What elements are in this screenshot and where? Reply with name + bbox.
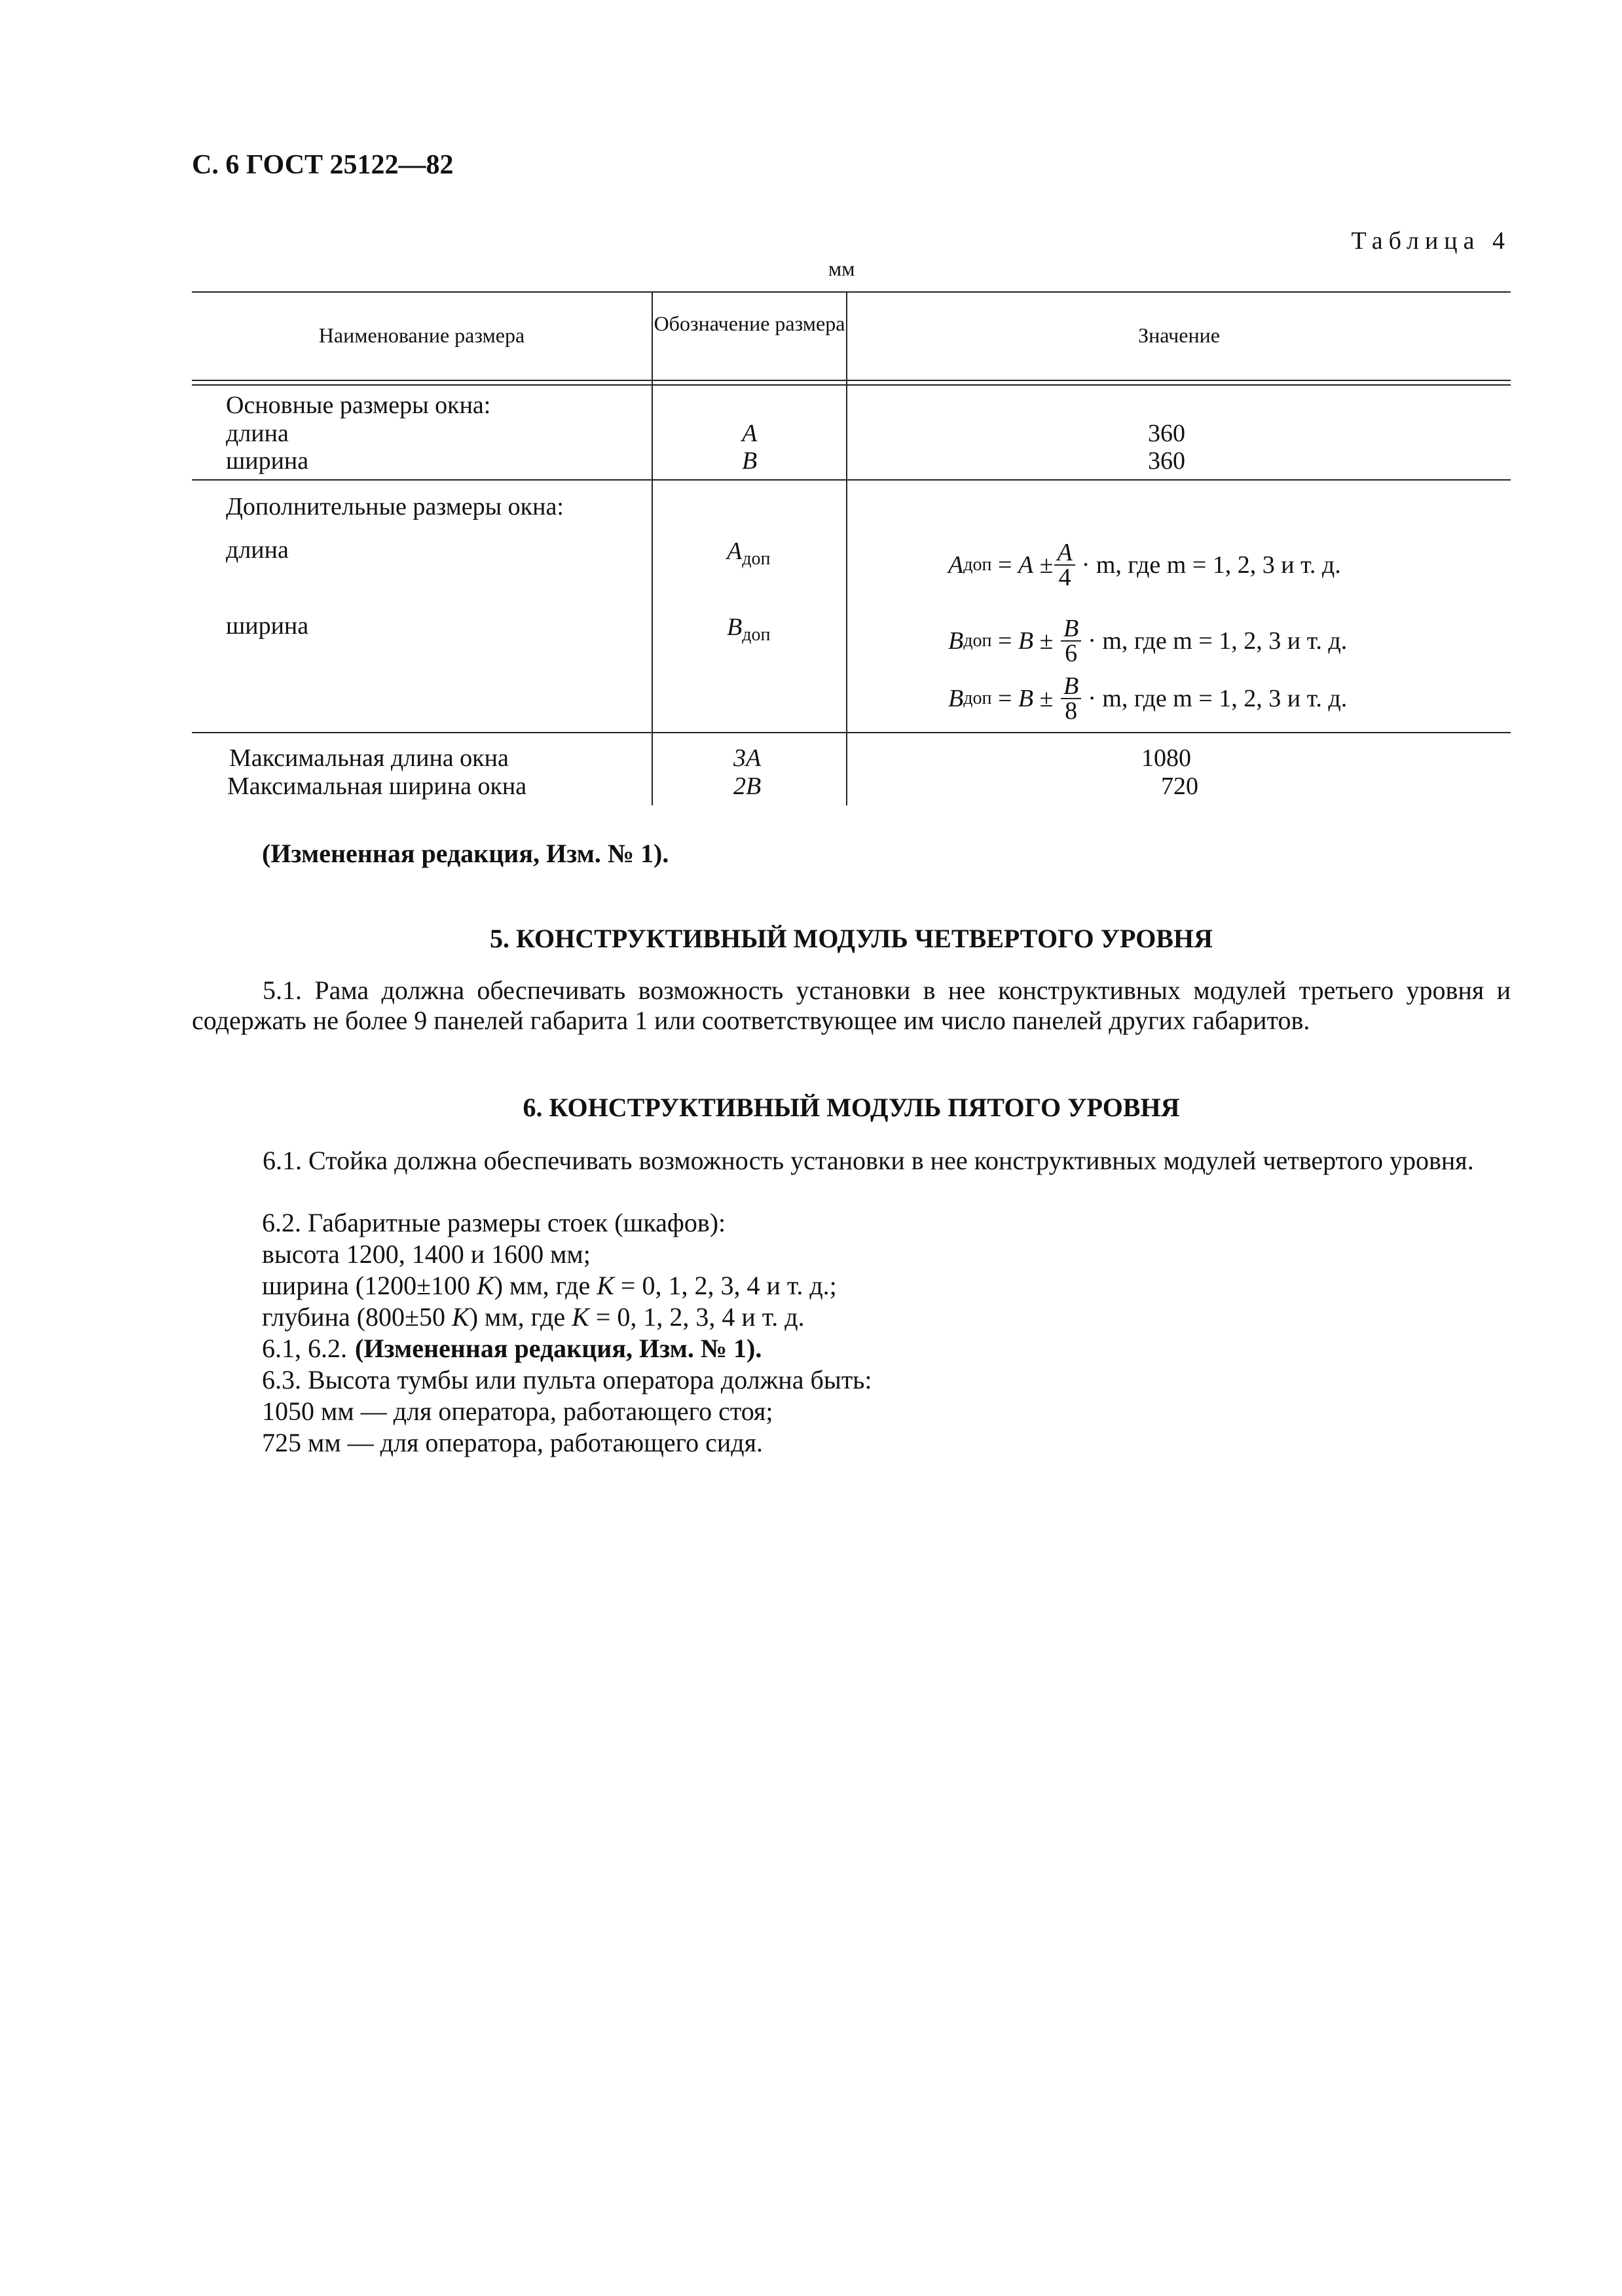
fraction-numerator: A	[1054, 541, 1075, 566]
fraction-denominator: 6	[1065, 640, 1078, 667]
formula-pm: ±	[1033, 627, 1060, 655]
paragraph-text: 5.1. Рама должна обеспечивать возможность установки в нее конструктивных модулей третьего уровня и содержать не более 9 панелей габарита 1 или соответствующее им число панелей других габаритов.	[192, 975, 1511, 1035]
table-row-symbol: 3A	[733, 744, 762, 772]
depth-k: K	[572, 1302, 589, 1332]
table-row-divider	[192, 479, 1511, 481]
section-6-title: 6. КОНСТРУКТИВНЫЙ МОДУЛЬ ПЯТОГО УРОВНЯ	[523, 1093, 1180, 1122]
dimension-depth	[262, 1302, 805, 1332]
dimension-width	[262, 1271, 837, 1301]
symbol-letter: B	[727, 613, 743, 641]
depth-k: K	[452, 1302, 470, 1332]
formula-lhs: B	[948, 627, 964, 655]
formula-pm: ±	[1033, 685, 1060, 712]
formula-fraction	[1061, 674, 1081, 723]
amendment-line	[262, 1334, 762, 1364]
symbol-subscript: доп	[742, 625, 771, 645]
table-header-rule	[192, 380, 1511, 381]
column-header-value: Значение	[1138, 323, 1220, 347]
formula-a-dop	[948, 541, 1341, 589]
amendment-note: (Измененная редакция, Изм. № 1).	[355, 1334, 762, 1363]
table-col-divider	[846, 291, 847, 805]
fraction-numerator: B	[1061, 674, 1081, 699]
formula-eq: =	[991, 551, 1018, 579]
fraction-denominator: 4	[1058, 564, 1071, 591]
table-label: Таблица 4	[1351, 227, 1511, 255]
formula-b-dop-6	[948, 617, 1347, 665]
table-col-divider	[652, 291, 653, 805]
table-units: мм	[828, 257, 855, 280]
paragraph-5-1	[192, 975, 1511, 1036]
width-text: = 0, 1, 2, 3, 4 и т. д.;	[614, 1271, 837, 1300]
formula-lhs: A	[948, 551, 964, 579]
page-header: С. 6 ГОСТ 25122—82	[192, 150, 454, 180]
table-row-symbol: 2B	[733, 773, 762, 800]
group-title-additional: Дополнительные размеры окна:	[226, 493, 564, 520]
group-title-main: Основные размеры окна:	[226, 392, 491, 419]
operator-height-sitting: 725 мм — для оператора, работающего сидя.	[262, 1428, 763, 1457]
table-row-symbol: B	[742, 447, 758, 475]
column-header-name: Наименование размера	[318, 323, 525, 347]
formula-base: B	[1018, 685, 1034, 712]
depth-text: = 0, 1, 2, 3, 4 и т. д.	[589, 1302, 805, 1332]
table-row-symbol	[727, 537, 770, 574]
formula-base: B	[1018, 627, 1034, 655]
section-5-title: 5. КОНСТРУКТИВНЫЙ МОДУЛЬ ЧЕТВЕРТОГО УРОВНЯ	[490, 924, 1213, 953]
formula-eq: =	[991, 685, 1018, 712]
width-text: ширина (1200±100	[262, 1271, 477, 1300]
formula-lhs-sub: доп	[963, 630, 992, 651]
table-row-name: Максимальная длина окна	[229, 744, 509, 772]
formula-tail: · m, где m = 1, 2, 3 и т. д.	[1081, 551, 1341, 579]
formula-tail: · m, где m = 1, 2, 3 и т. д.	[1088, 627, 1348, 655]
table-row-divider	[192, 732, 1511, 733]
formula-tail: · m, где m = 1, 2, 3 и т. д.	[1088, 685, 1348, 712]
table-row-value: 360	[1148, 420, 1185, 447]
fraction-numerator: B	[1061, 617, 1081, 642]
table-row-name: длина	[226, 420, 289, 447]
table-row-name: ширина	[226, 612, 309, 640]
formula-lhs-sub: доп	[963, 555, 992, 575]
dimension-height: высота 1200, 1400 и 1600 мм;	[262, 1239, 591, 1269]
table-row-value: 360	[1148, 447, 1185, 475]
table-header-rule	[192, 384, 1511, 386]
width-text: ) мм, где	[494, 1271, 597, 1300]
table-top-rule	[192, 291, 1511, 293]
formula-eq: =	[991, 627, 1018, 655]
formula-fraction	[1061, 617, 1081, 665]
symbol-letter: A	[727, 538, 743, 565]
operator-height-standing: 1050 мм — для оператора, работающего стоя;	[262, 1396, 773, 1426]
width-k: K	[477, 1271, 494, 1300]
table-row-value: 1080	[1141, 744, 1191, 772]
paragraph-6-2: 6.2. Габаритные размеры стоек (шкафов):	[262, 1208, 726, 1237]
formula-pm: ±	[1033, 551, 1054, 579]
formula-b-dop-8	[948, 674, 1347, 723]
table-row-symbol	[727, 613, 770, 649]
depth-text: ) мм, где	[469, 1302, 572, 1332]
amendment-ref: 6.1, 6.2.	[262, 1334, 347, 1363]
paragraph-6-3: 6.3. Высота тумбы или пульта оператора должна быть:	[262, 1365, 872, 1394]
table-row-name: длина	[226, 536, 289, 564]
paragraph-text: 6.1. Стойка должна обеспечивать возможность установки в нее конструктивных модулей четвертого уровня.	[263, 1146, 1474, 1175]
table-row-value: 720	[1161, 773, 1198, 800]
width-k: K	[597, 1271, 614, 1300]
formula-lhs: B	[948, 685, 964, 712]
amendment-note: (Измененная редакция, Изм. № 1).	[262, 839, 669, 868]
paragraph-6-1	[192, 1146, 1511, 1176]
depth-text: глубина (800±50	[262, 1302, 452, 1332]
symbol-subscript: доп	[742, 549, 771, 569]
table-row-name: Максимальная ширина окна	[227, 773, 527, 800]
table-row-symbol: A	[742, 420, 758, 447]
formula-lhs-sub: доп	[963, 688, 992, 708]
column-header-symbol: Обозначение размера	[654, 312, 845, 335]
table-row-name: ширина	[226, 447, 309, 475]
formula-base: A	[1018, 551, 1034, 579]
formula-fraction	[1054, 541, 1075, 589]
fraction-denominator: 8	[1065, 697, 1078, 725]
